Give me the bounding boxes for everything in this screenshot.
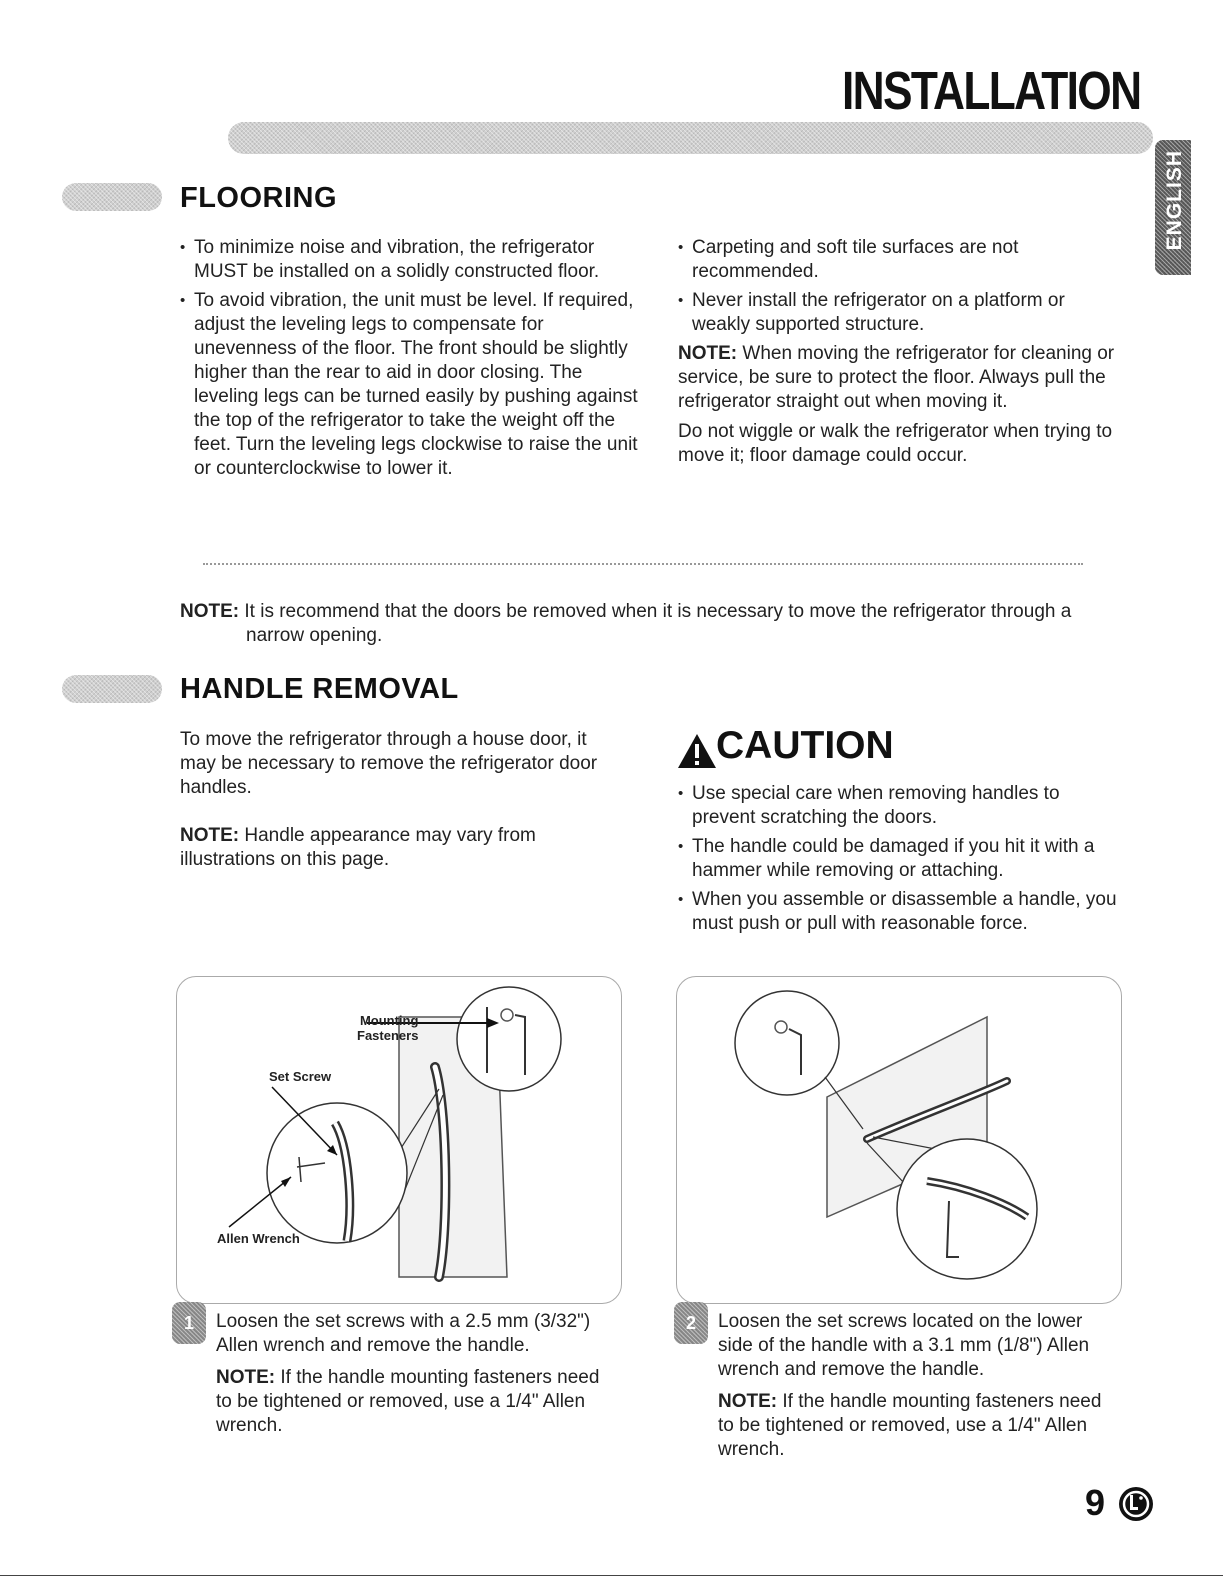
step-1-badge bbox=[172, 1302, 206, 1344]
caution-list bbox=[678, 782, 1118, 941]
flooring-bullet: • Carpeting and soft tile surfaces are not recommended. bbox=[678, 236, 1118, 284]
flooring-note bbox=[678, 342, 1118, 414]
handle-removal-illustration-2 bbox=[677, 977, 1121, 1303]
flooring-section-marker bbox=[62, 183, 162, 211]
note-text-continued: narrow opening. bbox=[246, 625, 383, 646]
handle-removal-section-marker bbox=[62, 675, 162, 703]
note-text: When moving the refrigerator for cleaning or service, be sure to protect the floor. Always pull the refrigerator straight out when moving it. bbox=[678, 343, 1115, 412]
note-label: NOTE: bbox=[180, 825, 240, 846]
note-label: NOTE: bbox=[718, 1391, 778, 1412]
note-label: NOTE: bbox=[678, 343, 738, 364]
note-text: It is recommend that the doors be removed when it is necessary to move the refrigerator through a bbox=[244, 601, 1072, 622]
step-1-text bbox=[216, 1310, 616, 1438]
header-bar bbox=[228, 122, 1153, 154]
caution-bullet: • Use special care when removing handles to prevent scratching the doors. bbox=[678, 782, 1118, 830]
step-2-badge bbox=[674, 1302, 708, 1344]
note-text: If the handle mounting fasteners need to be tightened or removed, use a 1/4" Allen wrench. bbox=[216, 1367, 600, 1436]
section-divider bbox=[203, 563, 1083, 565]
allen-wrench-label: Allen Wrench bbox=[217, 1231, 300, 1246]
step-note bbox=[216, 1366, 616, 1438]
flooring-right-column bbox=[678, 236, 1118, 468]
language-tab-label: ENGLISH bbox=[1163, 150, 1186, 251]
flooring-bullet: • To minimize noise and vibration, the refrigerator MUST be installed on a solidly constructed floor. bbox=[180, 236, 640, 284]
step-instruction: Loosen the set screws located on the lower side of the handle with a 3.1 mm (1/8") Allen wrench and remove the handle. bbox=[718, 1311, 1090, 1380]
flooring-bullet: • To avoid vibration, the unit must be level. If required, adjust the leveling legs to compensate for unevenness of the floor. The front should be slightly higher than the rear to aid in door closing. The leveling legs can be turned easily by pushing against the top of the refrigerator to take the weight off the feet. Turn the leveling legs clockwise to raise the unit or counterclockwise to lower it. bbox=[180, 289, 640, 481]
mounting-fasteners-label bbox=[357, 1013, 418, 1043]
step-note bbox=[718, 1390, 1118, 1462]
step-instruction: Loosen the set screws with a 2.5 mm (3/32") Allen wrench and remove the handle. bbox=[216, 1311, 591, 1356]
caution-bullet: • When you assemble or disassemble a handle, you must push or pull with reasonable force. bbox=[678, 888, 1118, 936]
step-2-text bbox=[718, 1310, 1118, 1462]
handle-removal-intro: To move the refrigerator through a house door, it may be necessary to remove the refrigerator door handles. bbox=[180, 729, 598, 798]
flooring-left-column bbox=[180, 236, 640, 486]
set-screw-label: Set Screw bbox=[269, 1069, 332, 1084]
flooring-bullet: • Never install the refrigerator on a platform or weakly supported structure. bbox=[678, 289, 1118, 337]
fasteners-label: Fasteners bbox=[357, 1028, 419, 1043]
flooring-note-2: Do not wiggle or walk the refrigerator when trying to move it; floor damage could occur. bbox=[678, 421, 1113, 466]
flooring-title: FLOORING bbox=[180, 182, 338, 214]
handle-removal-intro-column bbox=[180, 728, 620, 872]
page-title: INSTALLATION bbox=[842, 61, 1141, 121]
caution-title: CAUTION bbox=[716, 724, 894, 767]
handle-removal-note bbox=[180, 824, 620, 872]
caution-bullet: • The handle could be damaged if you hit it with a hammer while removing or attaching. bbox=[678, 835, 1118, 883]
handle-removal-title: HANDLE REMOVAL bbox=[180, 673, 459, 705]
note-label: NOTE: bbox=[180, 601, 240, 622]
figure-1-panel bbox=[176, 976, 622, 1304]
lg-logo-icon bbox=[1118, 1486, 1154, 1522]
door-removal-note bbox=[180, 600, 1140, 648]
warning-triangle-icon bbox=[676, 732, 718, 770]
page-number: 9 bbox=[1085, 1482, 1106, 1523]
bottom-rule bbox=[0, 1575, 1223, 1576]
step-number: 2 bbox=[685, 1313, 696, 1333]
note-text: If the handle mounting fasteners need to be tightened or removed, use a 1/4" Allen wrench. bbox=[718, 1391, 1102, 1460]
step-number: 1 bbox=[183, 1313, 194, 1333]
figure-2-panel bbox=[676, 976, 1122, 1304]
note-label: NOTE: bbox=[216, 1367, 276, 1388]
language-tab bbox=[1155, 140, 1191, 275]
mounting-label: Mounting bbox=[359, 1013, 419, 1028]
note-text: Handle appearance may vary from illustrations on this page. bbox=[180, 825, 536, 870]
